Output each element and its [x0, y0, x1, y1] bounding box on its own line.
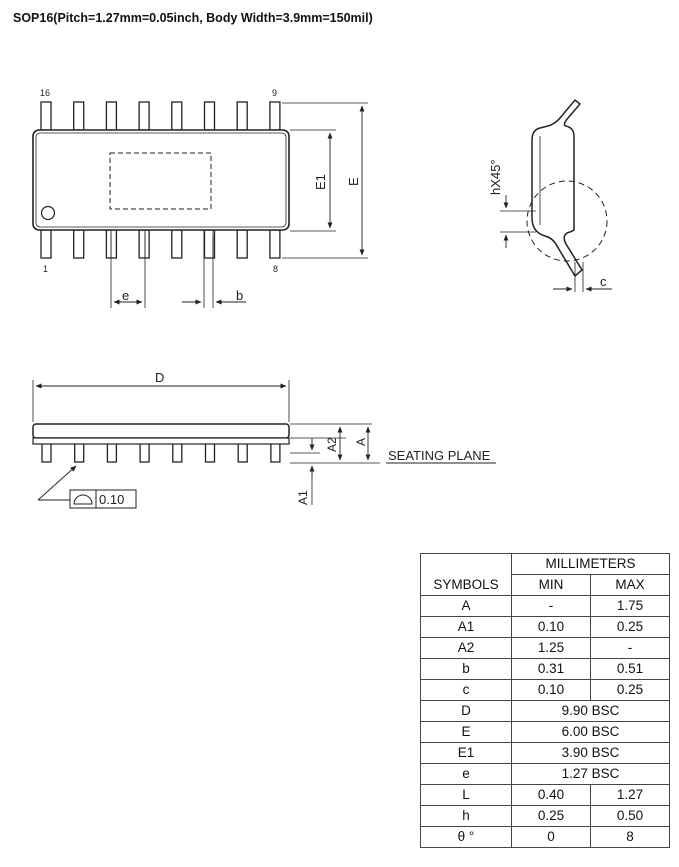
symbol-cell: A [421, 596, 512, 617]
package-body [33, 130, 289, 230]
end-view [500, 100, 612, 292]
units-header: MILLIMETERS [512, 554, 670, 575]
value-span-cell: 1.27 BSC [512, 764, 670, 785]
min-header: MIN [512, 575, 591, 596]
side-body-bottom [33, 438, 289, 444]
min-cell: 0.31 [512, 659, 591, 680]
value-span-cell: 6.00 BSC [512, 722, 670, 743]
top-pin [172, 102, 182, 130]
max-cell: - [591, 638, 670, 659]
side-view [33, 380, 496, 508]
min-cell: 0.40 [512, 785, 591, 806]
max-cell: 1.27 [591, 785, 670, 806]
min-cell: 0.25 [512, 806, 591, 827]
coplanarity-value: 0.10 [99, 492, 125, 507]
top-pin [74, 102, 84, 130]
table-row [421, 743, 670, 764]
table-row [421, 617, 670, 638]
symbol-cell: E [421, 722, 512, 743]
bottom-pin [139, 230, 149, 258]
max-cell: 0.50 [591, 806, 670, 827]
value-span-cell: 9.90 BSC [512, 701, 670, 722]
max-cell: 0.51 [591, 659, 670, 680]
seating-plane-label: SEATING PLANE [388, 448, 491, 463]
max-cell: 8 [591, 827, 670, 848]
symbol-cell: D [421, 701, 512, 722]
bottom-pin [74, 230, 84, 258]
pin-1-label: 1 [43, 264, 49, 274]
table-row [421, 701, 670, 722]
min-cell: 0.10 [512, 680, 591, 701]
min-cell: 0.10 [512, 617, 591, 638]
top-pin [106, 102, 116, 130]
min-cell: 1.25 [512, 638, 591, 659]
top-pin [41, 102, 51, 130]
pin-16-label: 16 [40, 88, 51, 98]
dim-D-label: D [155, 370, 165, 385]
table-row [421, 764, 670, 785]
top-pin [139, 102, 149, 130]
symbol-cell: A1 [421, 617, 512, 638]
top-view [33, 102, 368, 308]
symbols-header: SYMBOLS [421, 575, 512, 596]
dim-e-label: e [122, 288, 130, 303]
top-pin [205, 102, 215, 130]
table-header-row [421, 575, 670, 596]
symbol-cell: E1 [421, 743, 512, 764]
table-row [421, 722, 670, 743]
max-header: MAX [591, 575, 670, 596]
bottom-pins [41, 230, 280, 258]
symbol-cell: c [421, 680, 512, 701]
bottom-pin [270, 230, 280, 258]
dim-c-label: c [600, 274, 607, 289]
side-body-top [33, 424, 289, 438]
table-row [421, 680, 670, 701]
table-row [421, 659, 670, 680]
symbol-cell: A2 [421, 638, 512, 659]
table-row [421, 827, 670, 848]
pin-9-label: 9 [272, 88, 278, 98]
symbol-cell: b [421, 659, 512, 680]
dim-A1-label: A1 [296, 490, 310, 505]
table-row [421, 785, 670, 806]
table-row [421, 806, 670, 827]
min-cell: - [512, 596, 591, 617]
table-row [421, 596, 670, 617]
symbol-cell: L [421, 785, 512, 806]
symbol-cell: e [421, 764, 512, 785]
dim-b-label: b [236, 288, 244, 303]
dim-h-label: hX45° [488, 159, 503, 195]
bottom-pin [172, 230, 182, 258]
table-row [421, 638, 670, 659]
max-cell: 1.75 [591, 596, 670, 617]
symbol-cell: θ ° [421, 827, 512, 848]
top-pin [270, 102, 280, 130]
top-pin [237, 102, 247, 130]
max-cell: 0.25 [591, 617, 670, 638]
value-span-cell: 3.90 BSC [512, 743, 670, 764]
symbol-cell: h [421, 806, 512, 827]
dim-A-label: A [354, 437, 368, 446]
dim-E1-label: E1 [313, 174, 328, 190]
max-cell: 0.25 [591, 680, 670, 701]
bottom-pin [41, 230, 51, 258]
top-pins [41, 102, 280, 130]
min-cell: 0 [512, 827, 591, 848]
pin-8-label: 8 [273, 264, 279, 274]
dim-E-label: E [346, 177, 361, 186]
dim-A2-label: A2 [325, 437, 339, 452]
page-title: SOP16(Pitch=1.27mm=0.05inch, Body Width=3.9mm=150mil) [13, 11, 373, 25]
table-header-row [421, 554, 670, 575]
bottom-pin [237, 230, 247, 258]
dimension-table [420, 553, 670, 848]
